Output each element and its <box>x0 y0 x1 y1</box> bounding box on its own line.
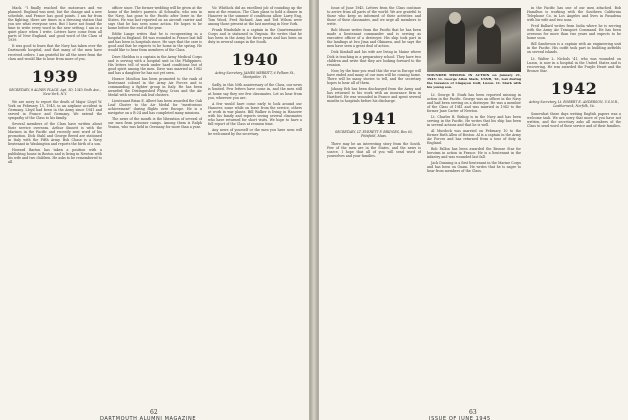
article-paragraph: officer since. The former wedding will be given at the home of the bride's parents. Al Schmaltz, who was in the Navy, has gone to the Pacific after leave in the States. He was last reported on an aircraft carrier and says that he has seen some action. He hopes to be home before the end of the year. <box>108 6 202 31</box>
class-secretary-line: Acting Secretary, JAMES MERRITT, 6 Pelham St., Montpelier, Vt. <box>214 71 296 80</box>
right-page <box>318 0 628 420</box>
article-paragraph: Jack Dunning is a first lieutenant in the Marine Corps and has been on Guam. He writes that he is eager to hear from members of the Class. <box>427 161 521 174</box>
article-paragraph: It was good to learn that the Navy has taken over the Dartmouth hospital, and that many of the men have received orders. I am grateful for all the news from the class and would like to hear from more of you. <box>8 44 102 61</box>
news-photo <box>427 8 521 72</box>
class-year-heading: 1942 <box>550 78 598 98</box>
left-footer: DARTMOUTH ALUMNI MAGAZINE <box>100 416 197 420</box>
class-year-heading: 1939 <box>31 66 79 86</box>
article-paragraph: Dave Sheldon is a captain in the Army Medical Corps and is serving with a hospital unit in the Philippines. His letters tell of work under hard conditions but of good spirit among the men. Dave was married in 1942 and has a daughter he has not yet seen. <box>108 54 202 75</box>
right-folio: 63 <box>469 409 477 416</box>
article-paragraph: Several members of the Class have written about their service overseas. Arthur Sinnett is with the Marines in the Pacific and recently sent word of his promotion. Dick Stahl and George Breed are stationed in Italy with the Fifth Army. Bob Chase is a Navy lieutenant in Washington and reports the birth of a son. <box>8 121 102 147</box>
class-year-heading: 1940 <box>231 50 279 70</box>
article-paragraph: Dick Kimball and his wife are living in Maine where Dick is teaching in a preparatory school. They have two children and write that they are looking forward to the reunion. <box>327 50 421 67</box>
article-paragraph: Horace Moulton has been promoted to the rank of lieutenant colonel in the Army Air Forces and is commanding a fighter group in Italy. He has been awarded the Distinguished Flying Cross and the Air Medal with several oak leaf clusters. <box>108 76 202 97</box>
article-paragraph: Vic Whitlock did an excellent job of rounding up the men at the reunion. The Class plans to hold a dinner in Hanover in the summer if conditions allow. Larry Eng, Tom Wood, Fred Richard, Ann and Ted Wilson were among those present at the last meeting in New York. <box>208 6 302 27</box>
article-paragraph: Bill Sanderson is a captain with an engineering unit in the Pacific. His outfit took part in building airfields on several islands. <box>527 42 621 55</box>
left-column-2 <box>108 6 202 398</box>
left-folio: 62 <box>150 409 158 416</box>
left-column-1 <box>8 6 102 398</box>
class-secretary-line: SECRETARY, 8 ALDEN PLACE, Apt. 3D, 1345 Sixth Ave., New York, N.Y. <box>9 87 101 96</box>
article-paragraph: Somewhat these days writing English papers was a welcome task. We are sorry that more of you have not written, and the secretary asks all members of the Class to send word of their service and of their families. <box>527 111 621 128</box>
article-paragraph: A few would have come early to look around our Hanover, some while on leave from the service, others at work in war plants. Bill Walker is living in Hanover with his family and reports seeing several classmates who have returned for short visits. We hope to have a full report of the Class at reunion time. <box>208 101 302 126</box>
right-column-2 <box>427 6 521 398</box>
article-paragraph: Mack. "I finally reached the motorcars and we planned. England was next, but the change and a new schedule, and France has good points. I am far from the fighting; there are times in a dressing station that you see what everyone sees. But I have not found the time to write every word in the new setting. I am in a quiet place when I write. Letters have come from all parts of New England, and good word of the Class of 1939. <box>8 6 102 43</box>
article-paragraph: in the Pacific has one of our men attached. Bob Hamilton is working with the Southern California Telephone Co. in Los Angeles and lives in Pasadena with his wife and two sons. <box>527 6 621 23</box>
article-paragraph: Bob Munro writes from the Pacific that he has been made a lieutenant commander and is serving as executive officer of a destroyer. His ship took part in the landings at Iwo Jima and Okinawa, and he says the men have seen a great deal of action. <box>327 28 421 49</box>
article-paragraph: Lt. Charles B. Bishop is in the Navy and has been serving in the Pacific. He writes that his ship has been in several actions and that he is well. <box>427 114 521 127</box>
left-column-3 <box>208 6 302 398</box>
article-paragraph: Issue of June 1945. Letters from the Class continue to arrive from all parts of the world. We are grateful to those who keep us informed of their activities and those of their classmates, and we urge all members to write. <box>327 6 421 27</box>
article-paragraph: Frank Hindsdale is a captain in the Quartermaster Corps and is stationed in Virginia. He writes that he has been in the Army for three years and has been on duty in several camps in the South. <box>208 28 302 45</box>
right-footer: ISSUE OF JUNE 1945 <box>429 416 491 420</box>
article-paragraph: Lt. George B. Stark has been reported missing in action in the Pacific. George was an officer in the Navy and had been serving on a destroyer. He was a member of the Class of 1941 and was married in 1943 to the former Jane Carter of Newton. <box>427 92 521 113</box>
class-secretary-line: Acting Secretary, Lt. ROBERT E. ANDERSON, U.S.N.R., Leatherneck, Norfolk, Va. <box>528 99 620 108</box>
article-paragraph: Al Murdock was married on February 10 to the former Ruth Allen of Boston. Al is a captain in the Army Air Forces and has returned from a tour of duty in England. <box>427 129 521 146</box>
right-column-1 <box>327 6 421 398</box>
photo-caption: WOUNDED MISSING IN ACTION on January 21, 1945: Lt. George Allen Stark, USNR, '41, lost during the invasion of Lingayen Gulf, Luzon. Lt. Stark with his young son. <box>427 73 521 89</box>
right-column-3 <box>527 6 621 398</box>
left-page <box>0 0 310 420</box>
article-paragraph: Sadly, in this 50th anniversary of the Class, our news is limited. Few letters have come in, and the men still at home say they see few classmates. Let us hear from you, wherever you are. <box>208 83 302 100</box>
article-paragraph: Eddie Lange writes that he is recuperating in a hospital in England. Ed was wounded in France last fall and has been in hospitals since. He says that the care is good and that he expects to be home in the spring. He would like to hear from members of the Class. <box>108 32 202 53</box>
article-paragraph: Lieutenant Brian E. Albert has been awarded the Oak Leaf Cluster to the Air Medal for "meritorious achievement" during flights over Europe. He is a navigator on a B-24 and has completed many missions. <box>108 98 202 116</box>
class-year-heading: 1941 <box>350 109 398 129</box>
article-paragraph: The news of the month is the liberation of several of our men from prisoner camps. Among them is Ralph Yeaton, who was held in Germany for more than a year. <box>108 117 202 130</box>
class-secretary-line: SECRETARY, LT. EVERETT F. BRIDGES, Box 65, Pittsfield, Mass. <box>335 130 413 139</box>
book-gutter <box>310 0 318 420</box>
article-paragraph: Johnny Erb has been discharged from the Army and has returned to his work with an insurance firm in Hartford. He was wounded in France and spent several months in hospitals before his discharge. <box>327 86 421 103</box>
article-paragraph: Lt. Walter L. Nichols '41, who was wounded on Luzon, is now in a hospital in the United States and is recovering. He was awarded the Purple Heart and the Bronze Star. <box>527 56 621 73</box>
article-paragraph: Any news of yourself or the men you have seen will be welcomed by the secretary. <box>208 127 302 136</box>
article-paragraph: We are sorry to report the death of Major Lloyd W. York on February 15, 1945, in an airplane accident in Germany. Lloyd had been in the Army since 1941 and served in France and Germany. We extend the sympathy of the Class to his family. <box>8 99 102 120</box>
article-paragraph: Fred Ballard writes from India where he is serving with the Army Air Transport Command. He has been overseas for more than two years and expects to be home soon. <box>527 24 621 41</box>
article-paragraph: Bob Fallon has been awarded the Bronze Star for heroism in action in France. He is a lieutenant in the infantry and was wounded last fall. <box>427 147 521 160</box>
article-paragraph: There may be an interesting story from the South. Few of the men are in the States, and the news is scarce. I hope that all of you will send word of yourselves and your families. <box>327 142 421 159</box>
article-paragraph: Now, by the time you read this the war in Europe will have ended and many of our men will be coming home. There will be many stories to tell, and the secretary hopes to hear all of them. <box>327 68 421 85</box>
article-paragraph: Howard Barton has taken a position with a publishing house in Boston and is living in Newton with his wife and two children. He asks to be remembered to all. <box>8 148 102 165</box>
